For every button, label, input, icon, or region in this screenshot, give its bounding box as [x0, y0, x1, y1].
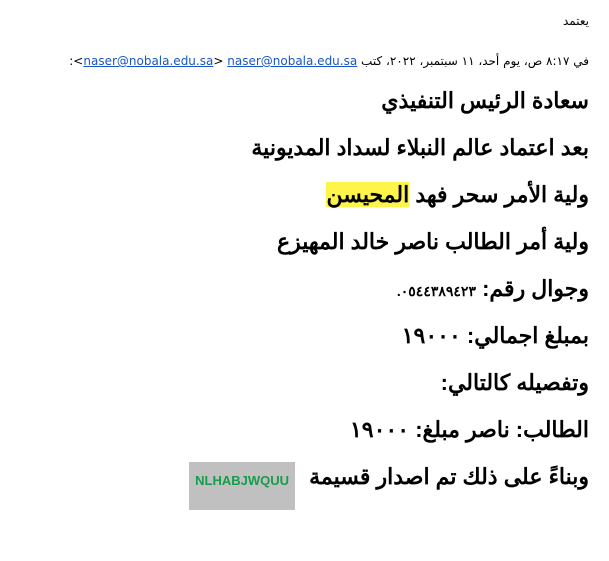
- approve-text: يعتمد: [563, 14, 589, 28]
- voucher-code-badge: NLHABJWQUU: [189, 462, 295, 510]
- guardian-1-line: [29, 180, 589, 227]
- student-amount-line: الطالب: ناصر مبلغ: ١٩٠٠٠: [349, 417, 589, 442]
- details-line: وتفصيله كالتالي:: [440, 370, 589, 395]
- greeting-line: سعادة الرئيس التنفيذي: [381, 88, 589, 113]
- quoted-header: [69, 54, 589, 68]
- guardian-1-name: ولية الأمر سحر فهد: [409, 182, 589, 207]
- total-amount-line: بمبلغ اجمالي: ١٩٠٠٠: [401, 323, 589, 348]
- mobile-number: ٠٥٤٤٣٨٩٤٢٣.: [396, 283, 476, 299]
- voucher-text: وبناءً على ذلك تم اصدار قسيمة: [309, 464, 589, 489]
- mobile-line: [29, 274, 589, 321]
- guardian-2-line: ولية أمر الطالب ناصر خالد المهيزع: [276, 229, 589, 254]
- highlighted-surname: المحيسن: [326, 182, 410, 207]
- sender-bracket-email-link[interactable]: naser@nobala.edu.sa: [83, 54, 214, 68]
- quote-suffix: :: [69, 54, 74, 68]
- message-body: [29, 86, 589, 509]
- request-line: بعد اعتماد عالم النبلاء لسداد المديونية: [251, 135, 589, 160]
- voucher-line: [29, 462, 589, 509]
- sender-email-link[interactable]: naser@nobala.edu.sa: [227, 54, 358, 68]
- quote-prefix: في ٨:١٧ ص، يوم أحد، ١١ سبتمبر، ٢٠٢٢، كتب: [361, 54, 589, 68]
- mobile-label: وجوال رقم:: [475, 276, 589, 301]
- sender-bracket-email: <naser@nobala.edu.sa>: [73, 54, 224, 68]
